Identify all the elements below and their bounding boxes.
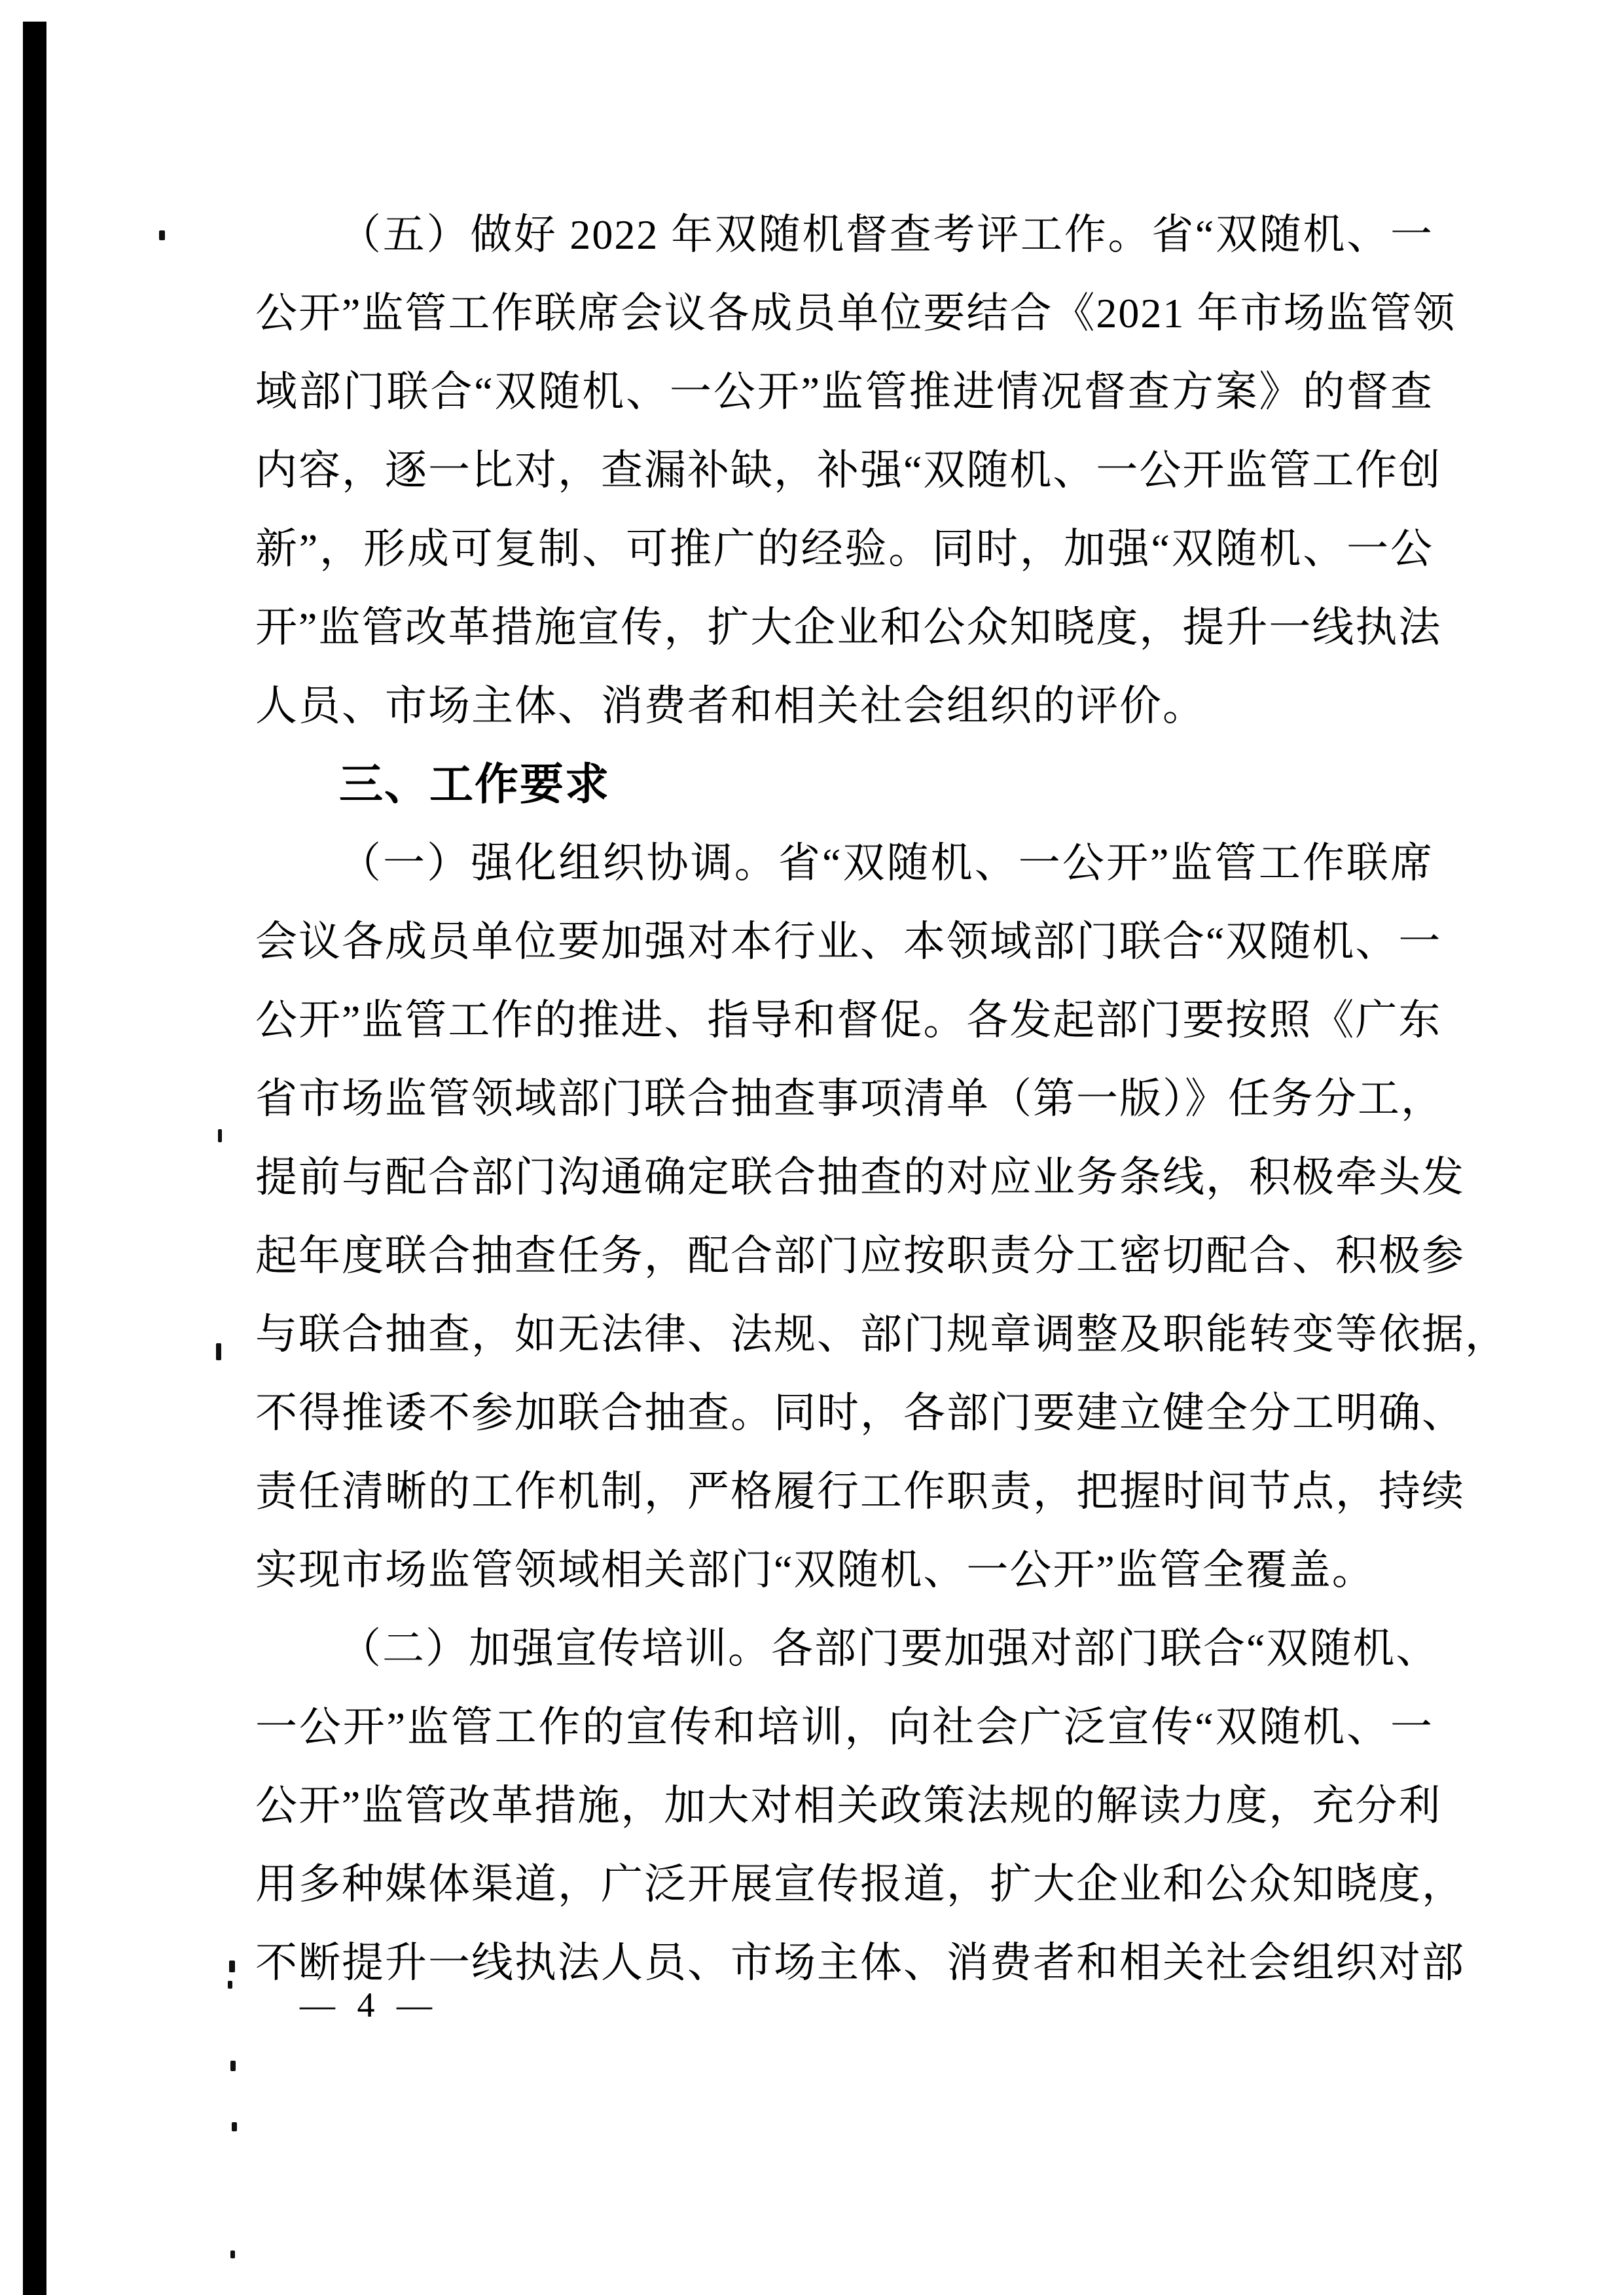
text-line: 一公开”监管工作的宣传和培训，向社会广泛宣传“双随机、一	[255, 1704, 1434, 1750]
text-line: 新”，形成可复制、可推广的经验。同时，加强“双随机、一公	[255, 526, 1434, 572]
document-body	[255, 196, 1508, 2002]
text-line: 用多种媒体渠道，广泛开展宣传报道，扩大企业和公众知晓度，	[255, 1861, 1465, 1907]
text-line: 开”监管改革措施宣传，扩大企业和公众知晓度，提升一线执法	[255, 604, 1442, 651]
text-line: 起年度联合抽查任务，配合部门应按职责分工密切配合、积极参	[255, 1233, 1465, 1279]
scan-speck	[230, 2250, 235, 2258]
scan-speck	[159, 230, 165, 240]
text-line: 责任清晰的工作机制，严格履行工作职责，把握时间节点，持续	[255, 1468, 1465, 1515]
scan-speck	[228, 1981, 232, 1989]
text-line: 域部门联合“双随机、一公开”监管推进情况督查方案》的督查	[255, 369, 1434, 415]
text-line: （二）加强宣传培训。各部门要加强对部门联合“双随机、	[339, 1625, 1439, 1672]
scan-speck	[232, 2122, 237, 2131]
text-line: （五）做好 2022 年双随机督查考评工作。省“双随机、一	[339, 211, 1434, 258]
text-line: 不得推诿不参加联合抽查。同时，各部门要建立健全分工明确、	[255, 1390, 1465, 1436]
text-line: 公开”监管工作的推进、指导和督促。各发起部门要按照《广东	[255, 997, 1442, 1043]
binding-edge-bar	[23, 22, 46, 2295]
text-line: 公开”监管工作联席会议各成员单位要结合《2021 年市场监管领	[255, 290, 1456, 336]
text-line: 与联合抽查，如无法律、法规、部门规章调整及职能转变等依据，	[255, 1311, 1508, 1358]
text-line: 实现市场监管领域相关部门“双随机、一公开”监管全覆盖。	[255, 1547, 1375, 1593]
text-line: 人员、市场主体、消费者和相关社会组织的评价。	[255, 683, 1206, 729]
text-line: 省市场监管领域部门联合抽查事项清单（第一版）》任务分工，	[255, 1075, 1444, 1122]
scan-speck	[230, 2061, 236, 2071]
text-line: 公开”监管改革措施，加大对相关政策法规的解读力度，充分利	[255, 1782, 1442, 1829]
text-line: （一）强化组织协调。省“双随机、一公开”监管工作联席	[339, 840, 1434, 886]
text-line: 不断提升一线执法人员、市场主体、消费者和相关社会组织对部	[255, 1940, 1465, 1986]
scan-speck	[216, 1343, 221, 1360]
text-line: 会议各成员单位要加强对本行业、本领域部门联合“双随机、一	[255, 918, 1442, 965]
scan-speck	[229, 1961, 235, 1972]
page-number: — 4 —	[300, 1985, 439, 2025]
text-line: 内容，逐一比对，查漏补缺，补强“双随机、一公开监管工作创	[255, 447, 1442, 494]
scan-speck	[218, 1129, 222, 1142]
text-line: 提前与配合部门沟通确定联合抽查的对应业务条线，积极牵头发	[255, 1154, 1465, 1201]
section-heading: 三、工作要求	[339, 760, 610, 809]
